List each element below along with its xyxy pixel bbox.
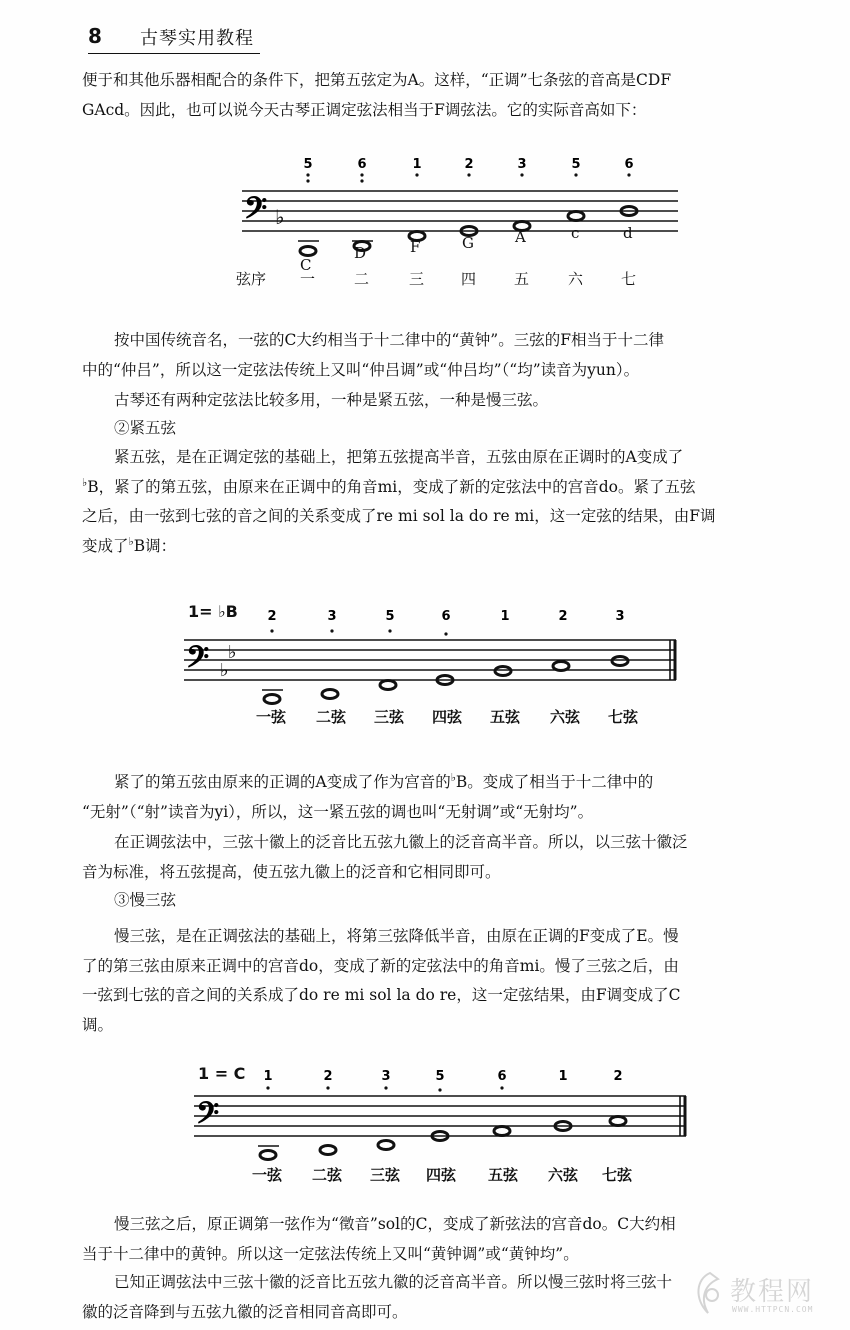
string-label: 三弦 xyxy=(370,1166,401,1184)
section-heading-jinwuxian xyxy=(82,414,772,444)
string-label: 一弦 xyxy=(256,708,287,726)
text-line: B，紧了的第五弦，由原来在正调中的角音mi，变成了新的定弦法中的宫音do。紧了五弦 xyxy=(87,477,696,496)
paragraph-mansanxian xyxy=(82,922,772,1040)
string-label: 三弦 xyxy=(374,708,405,726)
svg-text:3: 3 xyxy=(615,609,625,624)
bass-clef-icon: 𝄢 xyxy=(244,192,268,233)
text-line: “无射”（“射”读音为yi），所以，这一紧五弦的调也叫“无射调”或“无射均”。 xyxy=(82,802,594,821)
svg-text:2: 2 xyxy=(323,1069,333,1084)
staff-zhengdiao xyxy=(230,148,680,298)
svg-text:5: 5 xyxy=(303,157,313,172)
svg-text:1: 1 xyxy=(558,1069,568,1084)
string-label: 五弦 xyxy=(488,1166,519,1184)
svg-text:2: 2 xyxy=(613,1069,623,1084)
note-name: d xyxy=(623,224,633,242)
text-line: 紧五弦，是在正调定弦的基础上，把第五弦提高半音，五弦由原在正调时的A变成了 xyxy=(114,448,684,466)
paragraph-harmonics-jinwuxian xyxy=(82,828,772,887)
string-label: 一弦 xyxy=(252,1166,283,1184)
staff-jinwuxian xyxy=(180,598,700,738)
string-label: 二弦 xyxy=(316,708,347,726)
string-label: 三 xyxy=(409,270,425,288)
key-label: 1= ♭B xyxy=(188,602,238,621)
svg-text:6: 6 xyxy=(497,1069,507,1084)
text-line: 慢三弦，是在正调弦法的基础上，将第三弦降低半音，由原在正调的F变成了E。慢 xyxy=(114,927,679,945)
string-label: 六 xyxy=(568,270,584,288)
text-line: 在正调弦法中，三弦十徽上的泛音比五弦九徽上的泛音高半音。所以，以三弦十徽泛 xyxy=(114,833,688,851)
string-label: 七 xyxy=(621,270,637,288)
section-title: ③慢三弦 xyxy=(114,891,177,909)
flat-icon: ♭ xyxy=(220,660,229,681)
svg-text:6: 6 xyxy=(624,157,634,172)
note-name: c xyxy=(571,224,580,242)
svg-text:1: 1 xyxy=(263,1069,273,1084)
svg-text:6: 6 xyxy=(441,609,451,624)
string-label: 五弦 xyxy=(490,708,521,726)
note-name: F xyxy=(410,238,421,256)
svg-text:6: 6 xyxy=(357,157,367,172)
svg-text:3: 3 xyxy=(517,157,527,172)
text-line: 徽的泛音降到与五弦九徽的泛音相同音高即可。 xyxy=(82,1302,408,1321)
text-fragment: 紧了的第五弦由原来的正调的A变成了作为宫音的 xyxy=(114,773,451,791)
flat-icon: ♭ xyxy=(450,770,456,784)
page-number: 8 xyxy=(88,24,102,48)
string-label: 四 xyxy=(461,270,477,288)
string-label: 五 xyxy=(514,270,530,288)
page-header xyxy=(88,22,260,54)
flat-icon: ♭ xyxy=(228,642,237,663)
svg-text:5: 5 xyxy=(571,157,581,172)
text-line: 一弦到七弦的音之间的关系成了do re mi sol la do re，这一定弦结果，由F调变成了C xyxy=(82,986,681,1004)
svg-text:2: 2 xyxy=(464,157,474,172)
text-line: 便于和其他乐器相配合的条件下，把第五弦定为A。这样，“正调”七条弦的音高是CDF xyxy=(82,71,672,89)
text-line: 之后，由一弦到七弦的音之间的关系变成了re mi sol la do re mi，这一定弦的结果，由F调 xyxy=(82,507,716,525)
string-label: 七弦 xyxy=(608,708,639,726)
section-heading-mansanxian xyxy=(82,886,772,916)
svg-text:2: 2 xyxy=(558,609,568,624)
watermark xyxy=(690,1265,830,1325)
string-label: 四弦 xyxy=(426,1166,457,1184)
string-label: 六弦 xyxy=(550,708,581,726)
note-name: A xyxy=(515,228,526,246)
svg-text:5: 5 xyxy=(385,609,395,624)
text-line: 慢三弦之后，原正调第一弦作为“徵音”sol的C，变成了新弦法的宫音do。C大约相 xyxy=(114,1215,676,1233)
string-label: 一 xyxy=(300,270,316,288)
string-label: 四弦 xyxy=(432,708,463,726)
text-fragment: 变成了 xyxy=(82,536,129,555)
bass-clef-icon: 𝄢 xyxy=(186,641,210,682)
section-title: ②紧五弦 xyxy=(114,419,177,437)
text-line: GAcd。因此，也可以说今天古琴正调定弦法相当于F调弦法。它的实际音高如下： xyxy=(82,100,647,119)
paragraph-harmonics-mansanxian xyxy=(82,1268,772,1327)
string-label: 七弦 xyxy=(602,1166,633,1184)
staff-notation xyxy=(230,148,680,298)
text-line: 古琴还有两种定弦法比较多用，一种是紧五弦，一种是慢三弦。 xyxy=(114,391,549,409)
paragraph-two-methods xyxy=(82,386,772,416)
watermark-url: WWW.HTTPCN.COM xyxy=(732,1305,814,1314)
svg-text:5: 5 xyxy=(435,1069,445,1084)
text-line: 按中国传统音名，一弦的C大约相当于十二律中的“黄钟”。三弦的F相当于十二律 xyxy=(114,331,664,349)
watermark-logo-icon xyxy=(690,1269,730,1319)
svg-text:1: 1 xyxy=(500,609,510,624)
text-line: 当于十二律中的黄钟。所以这一定弦法传统上又叫“黄钟调”或“黄钟均”。 xyxy=(82,1244,579,1263)
note-name: G xyxy=(462,234,474,252)
staff-mansanxian xyxy=(190,1060,700,1200)
paragraph-wushe xyxy=(82,768,772,827)
flat-icon: ♭ xyxy=(128,534,134,548)
paragraph-huangzhong xyxy=(82,326,772,385)
text-fragment: B。变成了相当于十二律中的 xyxy=(455,773,654,791)
svg-text:3: 3 xyxy=(327,609,337,624)
watermark-text: 教程网 xyxy=(730,1277,815,1307)
paragraph-jinwuxian xyxy=(82,443,772,561)
bass-clef-icon: 𝄢 xyxy=(196,1097,220,1138)
text-line: 音为标准，将五弦提高，使五弦九徽上的泛音和它相同即可。 xyxy=(82,862,501,881)
flat-icon: ♭ xyxy=(275,205,285,229)
text-line: 已知正调弦法中三弦十徽的泛音比五弦九徽的泛音高半音。所以慢三弦时将三弦十 xyxy=(114,1273,673,1291)
note-name: C xyxy=(300,256,312,274)
text-line: 调。 xyxy=(82,1015,114,1034)
text-line: 了的第三弦由原来正调中的宫音do，变成了新的定弦法中的角音mi。慢了三弦之后，由 xyxy=(82,956,679,975)
flat-icon: ♭ xyxy=(82,475,88,489)
svg-text:2: 2 xyxy=(267,609,277,624)
note-name: D xyxy=(354,244,367,262)
text-fragment: B调： xyxy=(133,536,177,555)
text-line: 中的“仲吕”，所以这一定弦法传统上又叫“仲吕调”或“仲吕均”（“均”读音为yun）。 xyxy=(82,360,640,379)
svg-text:3: 3 xyxy=(381,1069,391,1084)
paragraph-huangzhong-diao xyxy=(82,1210,772,1269)
book-title: 古琴实用教程 xyxy=(140,28,254,49)
string-label: 二 xyxy=(354,270,370,288)
string-order-label: 弦序 xyxy=(236,270,267,288)
string-label: 六弦 xyxy=(548,1166,579,1184)
paragraph-intro xyxy=(82,66,772,125)
svg-text:1: 1 xyxy=(412,157,422,172)
key-label: 1 = C xyxy=(198,1064,246,1083)
string-label: 二弦 xyxy=(312,1166,343,1184)
